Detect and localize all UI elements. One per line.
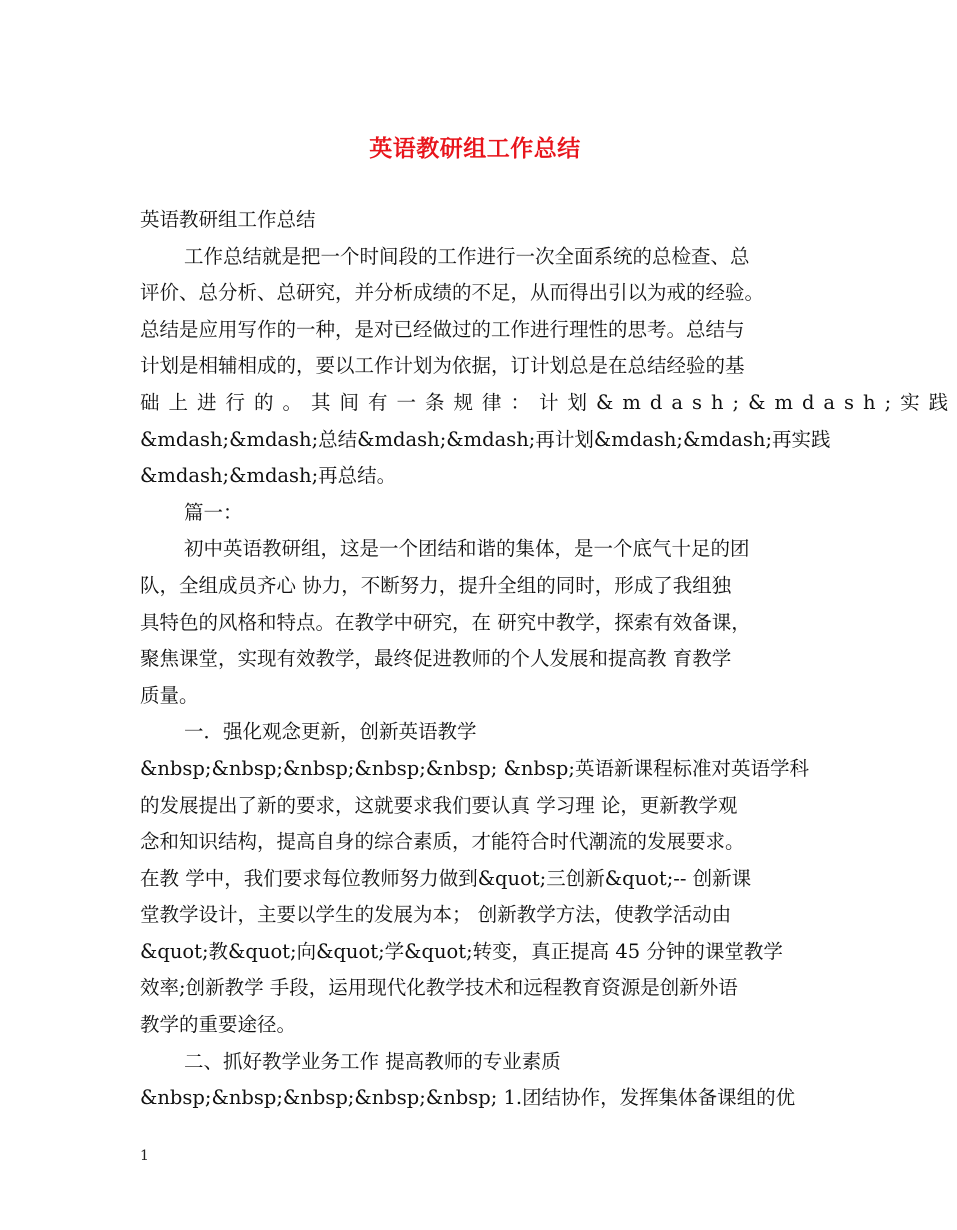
body-line: &quot;教&quot;向&quot;学&quot;转变，真正提高 45 分钟的课堂教学: [140, 939, 783, 963]
body-line: 念和知识结构，提高自身的综合素质，才能符合时代潮流的发展要求。: [140, 830, 745, 854]
body-line: 总结是应用写作的一种，是对已经做过的工作进行理性的思考。总结与: [140, 317, 745, 341]
body-line: 础上进行的。其间有一条规律：计划&mdash;&mdash;实践: [140, 390, 957, 414]
section-heading: 二、抓好教学业务工作 提高教师的专业素质: [184, 1049, 561, 1073]
body-line: 的发展提出了新的要求，这就要求我们要认真 学习理 论，更新教学观: [140, 793, 738, 817]
body-line: &nbsp;&nbsp;&nbsp;&nbsp;&nbsp; 1.团结协作，发挥集体备课组的优: [140, 1086, 796, 1110]
body-line: 计划是相辅相成的，要以工作计划为依据，订计划总是在总结经验的基: [140, 354, 745, 378]
document-title: 英语教研组工作总结: [369, 135, 581, 162]
section-heading: 篇一：: [184, 500, 243, 524]
body-line: &mdash;&mdash;再总结。: [140, 464, 397, 488]
page-number: 1: [140, 1148, 149, 1164]
section-heading: 一．强化观念更新，创新英语教学: [184, 720, 477, 744]
body-line: 工作总结就是把一个时间段的工作进行一次全面系统的总检查、总: [184, 244, 750, 268]
body-line: 评价、总分析、总研究，并分析成绩的不足，从而得出引以为戒的经验。: [140, 281, 765, 305]
body-line: 具特色的风格和特点。在教学中研究，在 研究中教学，探索有效备课，: [140, 610, 751, 634]
body-line: 英语教研组工作总结: [140, 208, 316, 231]
body-line: 队，全组成员齐心 协力，不断努力，提升全组的同时，形成了我组独: [140, 573, 732, 597]
body-line: 效率;创新教学 手段，运用现代化教学技术和远程教育资源是创新外语: [140, 976, 738, 1000]
body-line: 聚焦课堂，实现有效教学，最终促进教师的个人发展和提高教 育教学: [140, 647, 732, 671]
body-line: 初中英语教研组，这是一个团结和谐的集体，是一个底气十足的团: [184, 537, 750, 561]
body-line: 教学的重要途径。: [140, 1013, 297, 1037]
body-line: &mdash;&mdash;总结&mdash;&mdash;再计划&mdash;&mdash;再实践: [140, 427, 831, 451]
body-line: &nbsp;&nbsp;&nbsp;&nbsp;&nbsp; &nbsp;英语新课程标准对英语学科: [140, 756, 809, 780]
document-body: [140, 202, 957, 1117]
body-line: 质量。: [140, 683, 199, 707]
body-line: 堂教学设计，主要以学生的发展为本； 创新教学方法，使教学活动由: [140, 903, 732, 927]
body-line: 在教 学中，我们要求每位教师努力做到&quot;三创新&quot;-- 创新课: [140, 866, 752, 890]
